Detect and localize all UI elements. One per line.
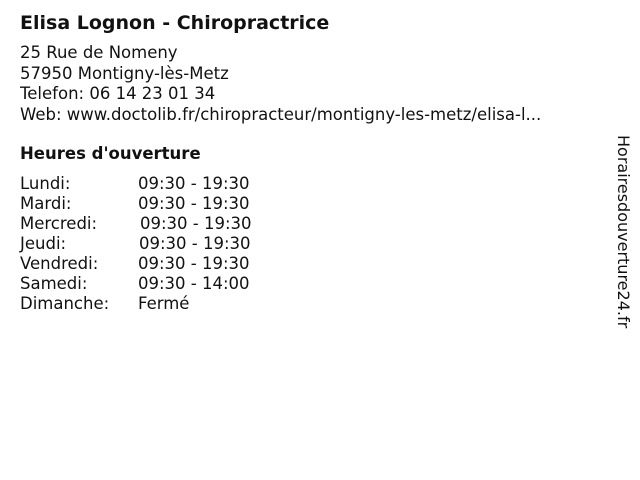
day-label: Vendredi: [20,254,99,273]
time-value: Fermé [138,294,190,313]
opening-hours-list [20,174,280,314]
time-value: 09:30 - 19:30 [139,234,251,253]
day-label: Jeudi: [20,234,67,253]
website-link[interactable]: Web: www.doctolib.fr/chiropracteur/montigny-les-metz/elisa-l... [20,104,542,124]
time-value: 09:30 - 19:30 [138,254,250,273]
day-label: Mardi: [20,194,72,213]
phone-number: Telefon: 06 14 23 01 34 [20,84,216,103]
day-label: Samedi: [20,274,88,293]
time-value: 09:30 - 19:30 [138,194,250,213]
hours-row-sunday [20,294,280,314]
hours-heading: Heures d'ouverture [20,144,201,163]
time-value: 09:30 - 19:30 [138,174,250,193]
street-address: 25 Rue de Nomeny [20,43,178,62]
time-value: 09:30 - 14:00 [138,274,250,293]
hours-row-friday [20,254,280,274]
hours-row-saturday [20,274,280,294]
business-info [20,43,600,125]
time-value: 09:30 - 19:30 [140,214,252,233]
city-address: 57950 Montigny-lès-Metz [20,63,229,83]
day-label: Dimanche: [20,294,110,313]
brand-text: Horairesdouverture24.fr [614,135,633,329]
day-label: Mercredi: [20,214,98,233]
hours-row-wednesday [20,214,280,234]
brand-watermark [612,135,634,345]
day-label: Lundi: [20,174,71,193]
business-name: Elisa Lognon - Chiropractrice [20,12,330,34]
hours-row-thursday [20,234,280,254]
hours-row-monday [20,174,280,194]
hours-row-tuesday [20,194,280,214]
